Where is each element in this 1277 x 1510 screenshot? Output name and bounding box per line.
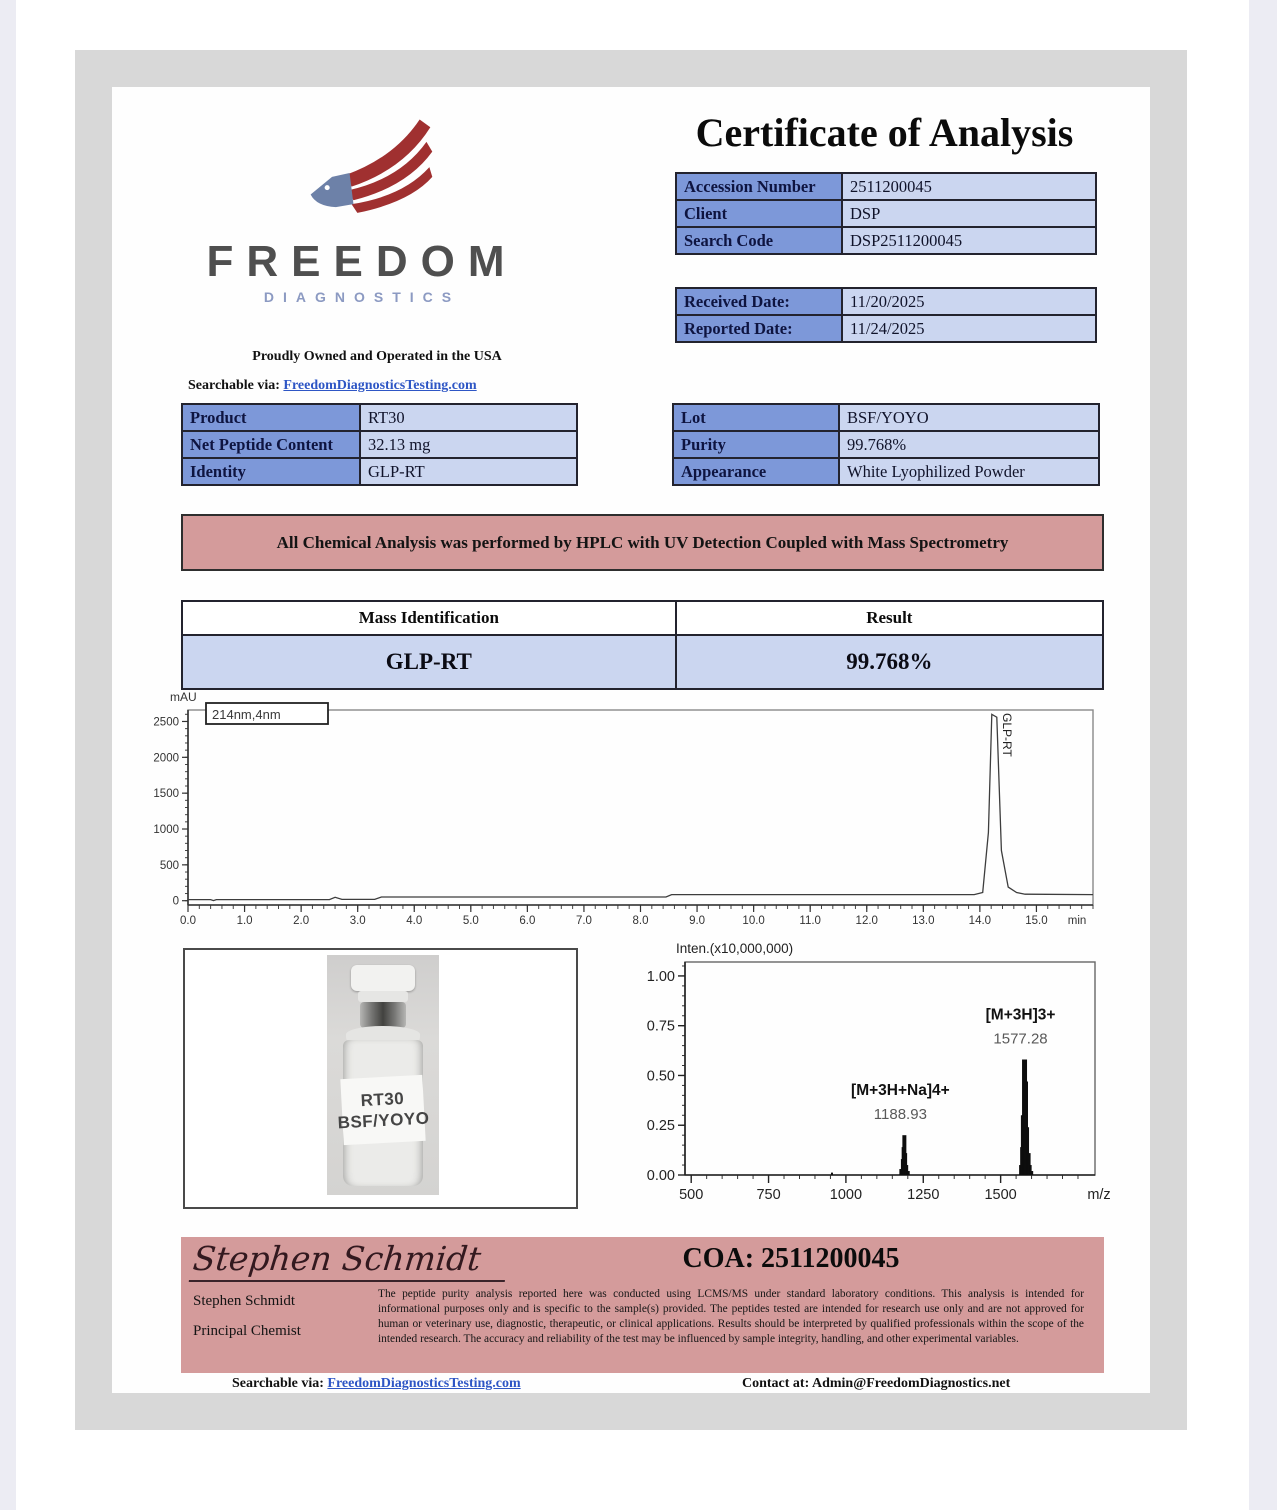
lot-label: Purity: [674, 432, 838, 457]
lot-value: BSF/YOYO: [840, 405, 1098, 430]
svg-text:9.0: 9.0: [689, 915, 706, 927]
svg-text:1500: 1500: [984, 1187, 1017, 1203]
svg-text:0.75: 0.75: [646, 1018, 675, 1035]
svg-text:1500: 1500: [153, 788, 179, 801]
footer-searchable-link[interactable]: FreedomDiagnosticsTesting.com: [327, 1376, 521, 1391]
eagle-logo-icon: [297, 113, 443, 235]
info-label: Accession Number: [677, 174, 841, 199]
page-frame: [75, 50, 1187, 1430]
svg-text:3.0: 3.0: [349, 915, 366, 927]
svg-text:13.0: 13.0: [912, 915, 935, 927]
footer-searchable-line: [232, 1376, 521, 1392]
svg-text:5.0: 5.0: [462, 915, 479, 927]
svg-text:6.0: 6.0: [519, 915, 536, 927]
info-value: DSP2511200045: [843, 228, 1095, 253]
product-value: GLP-RT: [361, 459, 576, 484]
dates-table: [675, 287, 1097, 343]
analysis-method-banner: All Chemical Analysis was performed by HPLC with UV Detection Coupled with Mass Spectrometry: [181, 514, 1104, 571]
svg-text:0.0: 0.0: [180, 915, 196, 927]
svg-text:10.0: 10.0: [742, 915, 765, 927]
svg-text:11.0: 11.0: [799, 915, 821, 927]
svg-text:0.25: 0.25: [646, 1118, 675, 1135]
certificate-document: [112, 87, 1150, 1393]
lot-label: Lot: [674, 405, 838, 430]
svg-text:214nm,4nm: 214nm,4nm: [212, 707, 281, 722]
vial-photo-box: [183, 948, 578, 1209]
svg-text:12.0: 12.0: [855, 915, 878, 927]
svg-text:0: 0: [172, 895, 179, 908]
brand-name: FREEDOM: [206, 237, 518, 286]
signer-role: Principal Chemist: [193, 1323, 301, 1339]
svg-text:1188.93: 1188.93: [873, 1106, 927, 1124]
svg-text:750: 750: [756, 1187, 781, 1203]
vial-photo: [327, 955, 439, 1195]
page-edge-left: [0, 0, 16, 1510]
mass-result-value: 99.768%: [677, 636, 1102, 688]
info-label: Client: [677, 201, 841, 226]
mass-identity-value: GLP-RT: [183, 636, 675, 688]
svg-text:14.0: 14.0: [968, 915, 992, 927]
svg-text:1000: 1000: [829, 1187, 863, 1203]
info-value: 2511200045: [843, 174, 1095, 199]
signer-name: Stephen Schmidt: [193, 1293, 296, 1309]
page-title: Certificate of Analysis: [695, 110, 1074, 155]
vial-cap: [351, 965, 415, 991]
svg-text:GLP-RT: GLP-RT: [1000, 713, 1015, 757]
signature-script: Stephen Schmidt: [189, 1239, 509, 1282]
svg-text:15.0: 15.0: [1025, 915, 1048, 927]
product-value: 32.13 mg: [361, 432, 576, 457]
svg-text:m/z: m/z: [1087, 1187, 1111, 1203]
svg-text:8.0: 8.0: [632, 915, 649, 927]
svg-text:1.00: 1.00: [646, 968, 675, 985]
result-col-header: Result: [677, 602, 1102, 634]
svg-text:500: 500: [159, 859, 179, 872]
svg-text:4.0: 4.0: [406, 915, 423, 927]
svg-text:1250: 1250: [907, 1187, 940, 1203]
svg-text:2500: 2500: [153, 716, 179, 729]
product-label: Identity: [183, 459, 359, 484]
product-value: RT30: [361, 405, 576, 430]
date-value: 11/20/2025: [843, 289, 1095, 314]
coa-number-title: COA: 2511200045: [682, 1243, 900, 1274]
svg-text:mAU: mAU: [170, 690, 197, 704]
brand-subtitle: DIAGNOSTICS: [263, 289, 461, 305]
disclaimer-text: The peptide purity analysis reported here was conducted using LCMS/MS under standard laboratory conditions. This analysis is intended for informational purposes only and is specific to the sample(s) provided. The peptides tested are intended for research use only and are not approved for human or veterinary use, diagnostic, therapeutic, or clinical applications. Results should be interpreted by qualified professionals within the scope of the intended research. The accuracy and reliability of the test may be influenced by sample integrity, handling, and other experimental variables.: [378, 1288, 1084, 1346]
svg-text:[M+3H]3+: [M+3H]3+: [985, 1006, 1056, 1024]
lot-table: [672, 403, 1100, 486]
date-value: 11/24/2025: [843, 316, 1095, 341]
date-label: Reported Date:: [677, 316, 841, 341]
mass-identification-table: [181, 600, 1104, 690]
info-label: Search Code: [677, 228, 841, 253]
vial-label: [337, 1075, 430, 1145]
vial-label-line2: BSF/YOYO: [337, 1108, 430, 1133]
footer-searchable-label: Searchable via:: [232, 1376, 324, 1391]
page-edge-right: [1249, 0, 1277, 1510]
searchable-link[interactable]: FreedomDiagnosticsTesting.com: [283, 378, 477, 393]
date-label: Received Date:: [677, 289, 841, 314]
footer-contact: Contact at: Admin@FreedomDiagnostics.net: [742, 1376, 1011, 1391]
mass-spectrum-chart: [612, 937, 1142, 1237]
svg-text:0.00: 0.00: [646, 1168, 675, 1184]
svg-text:500: 500: [679, 1187, 704, 1203]
accession-info-table: [675, 172, 1097, 255]
info-value: DSP: [843, 201, 1095, 226]
chromatogram-chart: [148, 687, 1113, 937]
product-label: Net Peptide Content: [183, 432, 359, 457]
svg-text:1577.28: 1577.28: [993, 1030, 1048, 1048]
svg-text:1.0: 1.0: [236, 915, 253, 927]
brand-tagline: Proudly Owned and Operated in the USA: [252, 349, 502, 364]
svg-text:0.50: 0.50: [646, 1068, 675, 1085]
vial-crimp-neck: [360, 1002, 406, 1028]
searchable-label: Searchable via:: [188, 378, 280, 393]
vial-cap-skirt: [358, 991, 408, 1002]
lot-label: Appearance: [674, 459, 838, 484]
lot-value: 99.768%: [840, 432, 1098, 457]
svg-text:1000: 1000: [153, 824, 179, 837]
svg-text:2000: 2000: [153, 752, 179, 765]
svg-text:7.0: 7.0: [575, 915, 592, 927]
svg-text:min: min: [1067, 915, 1087, 927]
searchable-line: [188, 378, 477, 394]
product-label: Product: [183, 405, 359, 430]
svg-text:2.0: 2.0: [293, 915, 310, 927]
product-table: [181, 403, 578, 486]
signature-block: [181, 1237, 1104, 1373]
vial-label-line1: RT30: [360, 1088, 405, 1110]
svg-text:Inten.(x10,000,000): Inten.(x10,000,000): [676, 941, 794, 956]
lot-value: White Lyophilized Powder: [840, 459, 1098, 484]
mass-col-header: Mass Identification: [183, 602, 675, 634]
vial-body: [337, 1040, 430, 1186]
svg-text:[M+3H+Na]4+: [M+3H+Na]4+: [851, 1082, 950, 1100]
